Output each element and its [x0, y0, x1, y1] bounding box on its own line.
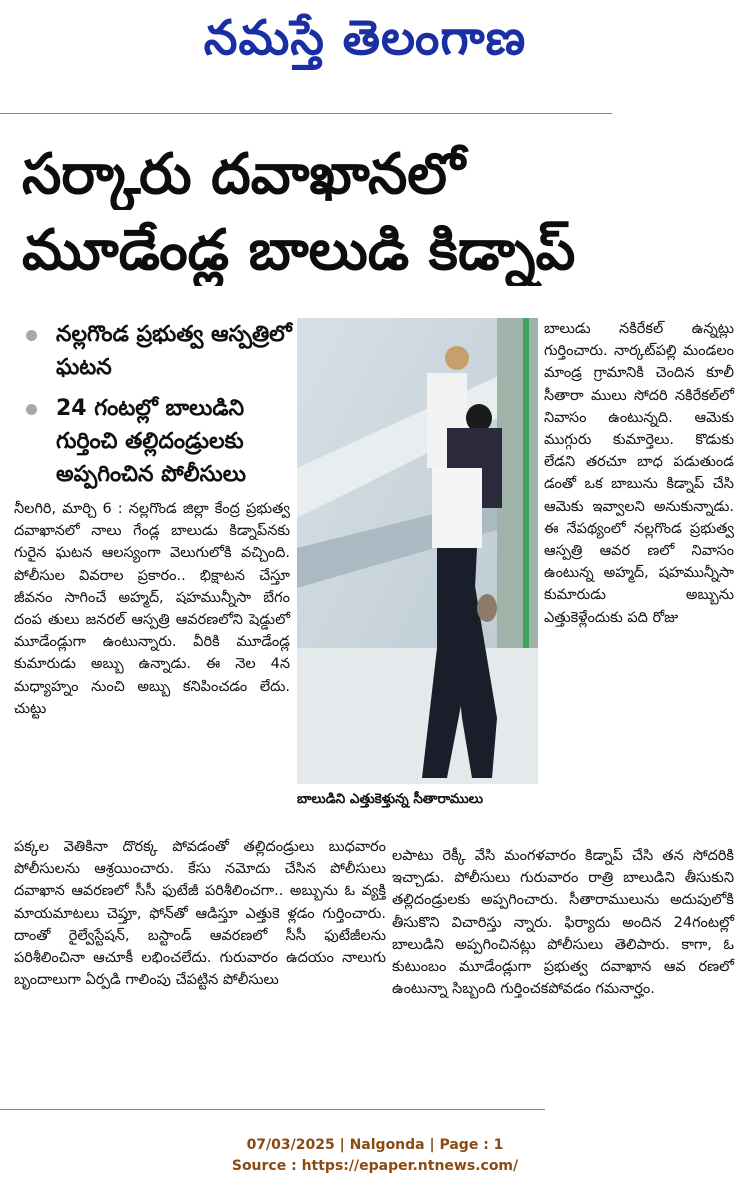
- headline-line-2: మూడేండ్ల బాలుడి కిడ్నాప్: [22, 218, 576, 283]
- headline-line-1: సర్కారు దవాఖానలో: [22, 142, 465, 207]
- source-link[interactable]: Source : https://epaper.ntnews.com/: [231, 1158, 519, 1174]
- top-divider: [0, 113, 612, 114]
- article-paragraph: బాలుడు నకిరేకల్ ఉన్నట్లు గుర్తించారు. నార్కట్‌పల్లి మండలం మాండ్ర గ్రామానికి చెందిన కూలీ సీతారా ములు సోదరి నకిరేకల్‌లో నివాసం ఉంటున్నది. ఆమెకు ముగ్గురు కుమార్తెలు. కొడుకు లేడని తరచూ బాధ పడుతుండ డంతో ఒక బాబును కిడ్నాప్ చేసి ఆమెకు ఇవ్వాలని అనుకున్నాడు. ఈ నేపథ్యంలో నల్లగొండ ప్రభుత్వ ఆస్పత్రి ఆవర ణలో నివాసం ఉంటున్న అహ్మద్, షహమున్నీసా కుమారుడు అబ్బును ఎత్తుకెళ్లేందుకు పది రోజు: [544, 321, 734, 626]
- photo-illustration: [297, 318, 538, 784]
- article-column-2: [544, 318, 734, 629]
- highlights-list: [20, 318, 292, 499]
- bullet-dot-icon: [26, 330, 37, 341]
- article-column-1: [14, 498, 290, 720]
- edition-info: 07/03/2025 | Nalgonda | Page : 1: [246, 1137, 504, 1153]
- photo-caption: బాలుడిని ఎత్తుకెళ్తున్న సీతారాములు: [297, 791, 483, 807]
- highlight-text: 24 గంటల్లో బాలుడిని గుర్తించి తల్లిదండ్రులకు అప్పగించిన పోలీసులు: [56, 396, 246, 487]
- news-photo: [297, 318, 538, 784]
- article-paragraph: పక్కల వెతికినా దొరక్క పోవడంతో తల్లిదండ్రులు బుధవారం పోలీసులను ఆశ్రయించారు. కేసు నమోదు చేసిన పోలీసులు దవాఖాన ఆవరణలో సీసీ ఫుటేజీ పరిశీలించగా.. అబ్బును ఓ వ్యక్తి మాయమాటలు చెప్తూ, ఫోన్‌తో ఆడిస్తూ ఎత్తుకె ళ్లడం గుర్తించారు. దాంతో రైల్వేస్టేషన్, బస్టాండ్ ఆవరణలో సీసీ ఫుటేజీలను పరిశీలించినా ఆచూకీ లభించలేదు. గురువారం ఉదయం నాలుగు బృందాలుగా ఏర్పడి గాలింపు చేపట్టిన పోలీసులు: [14, 839, 386, 989]
- article-column-1-continued: [14, 836, 386, 991]
- highlight-item: [20, 318, 292, 384]
- article-column-2-continued: [392, 845, 734, 1000]
- article-paragraph: నీలగిరి, మార్చి 6 : నల్లగొండ జిల్లా కేంద్ర ప్రభుత్వ దవాఖానలో నాలు గేండ్ల బాలుడు కిడ్నాప్‌నకు గురైన ఘటన ఆలస్యంగా వెలుగులోకి వచ్చింది. పోలీసుల వివరాల ప్రకారం.. భిక్షాటన చేస్తూ జీవనం సాగించే అహ్మద్, షహమున్నీసా బేగం దంప తులు జనరల్ ఆస్పత్రి ఆవరణలోని షెడ్డులో మూడేండ్లుగా ఉంటున్నారు. వీరికి మూడేండ్ల కుమారుడు అబ్బు ఉన్నాడు. ఈ నెల 4న మధ్యాహ్నం నుంచి అబ్బు కనిపించడం లేదు. చుట్టు: [14, 501, 290, 717]
- bottom-divider: [0, 1109, 545, 1110]
- bullet-dot-icon: [26, 404, 37, 415]
- highlight-text: నల్లగొండ ప్రభుత్వ ఆస్పత్రిలో ఘటన: [56, 322, 292, 380]
- article-paragraph: లపాటు రెక్కీ వేసి మంగళవారం కిడ్నాప్ చేసి తన సోదరికి ఇచ్చాడు. పోలీసులు గురువారం రాత్రి బాలుడిని తీసుకుని తల్లిదండ్రులకు అప్పగించారు. సీతారాములును అదుపులోకి తీసుకొని విచారిస్తు న్నారు. ఫిర్యాదు అందిన 24గంటల్లో బాలుడిని అప్పగించినట్లు పోలీసులు తెలిపారు. కాగా, ఓ కుటుంబం మూడేండ్లుగా ప్రభుత్వ దవాఖాన ఆవ రణలో ఉంటున్నా సిబ్బంది గుర్తించకపోవడం గమనార్హం.: [392, 848, 734, 998]
- newspaper-masthead: నమస్తే తెలంగాణ: [203, 10, 527, 66]
- highlight-item: [20, 392, 292, 491]
